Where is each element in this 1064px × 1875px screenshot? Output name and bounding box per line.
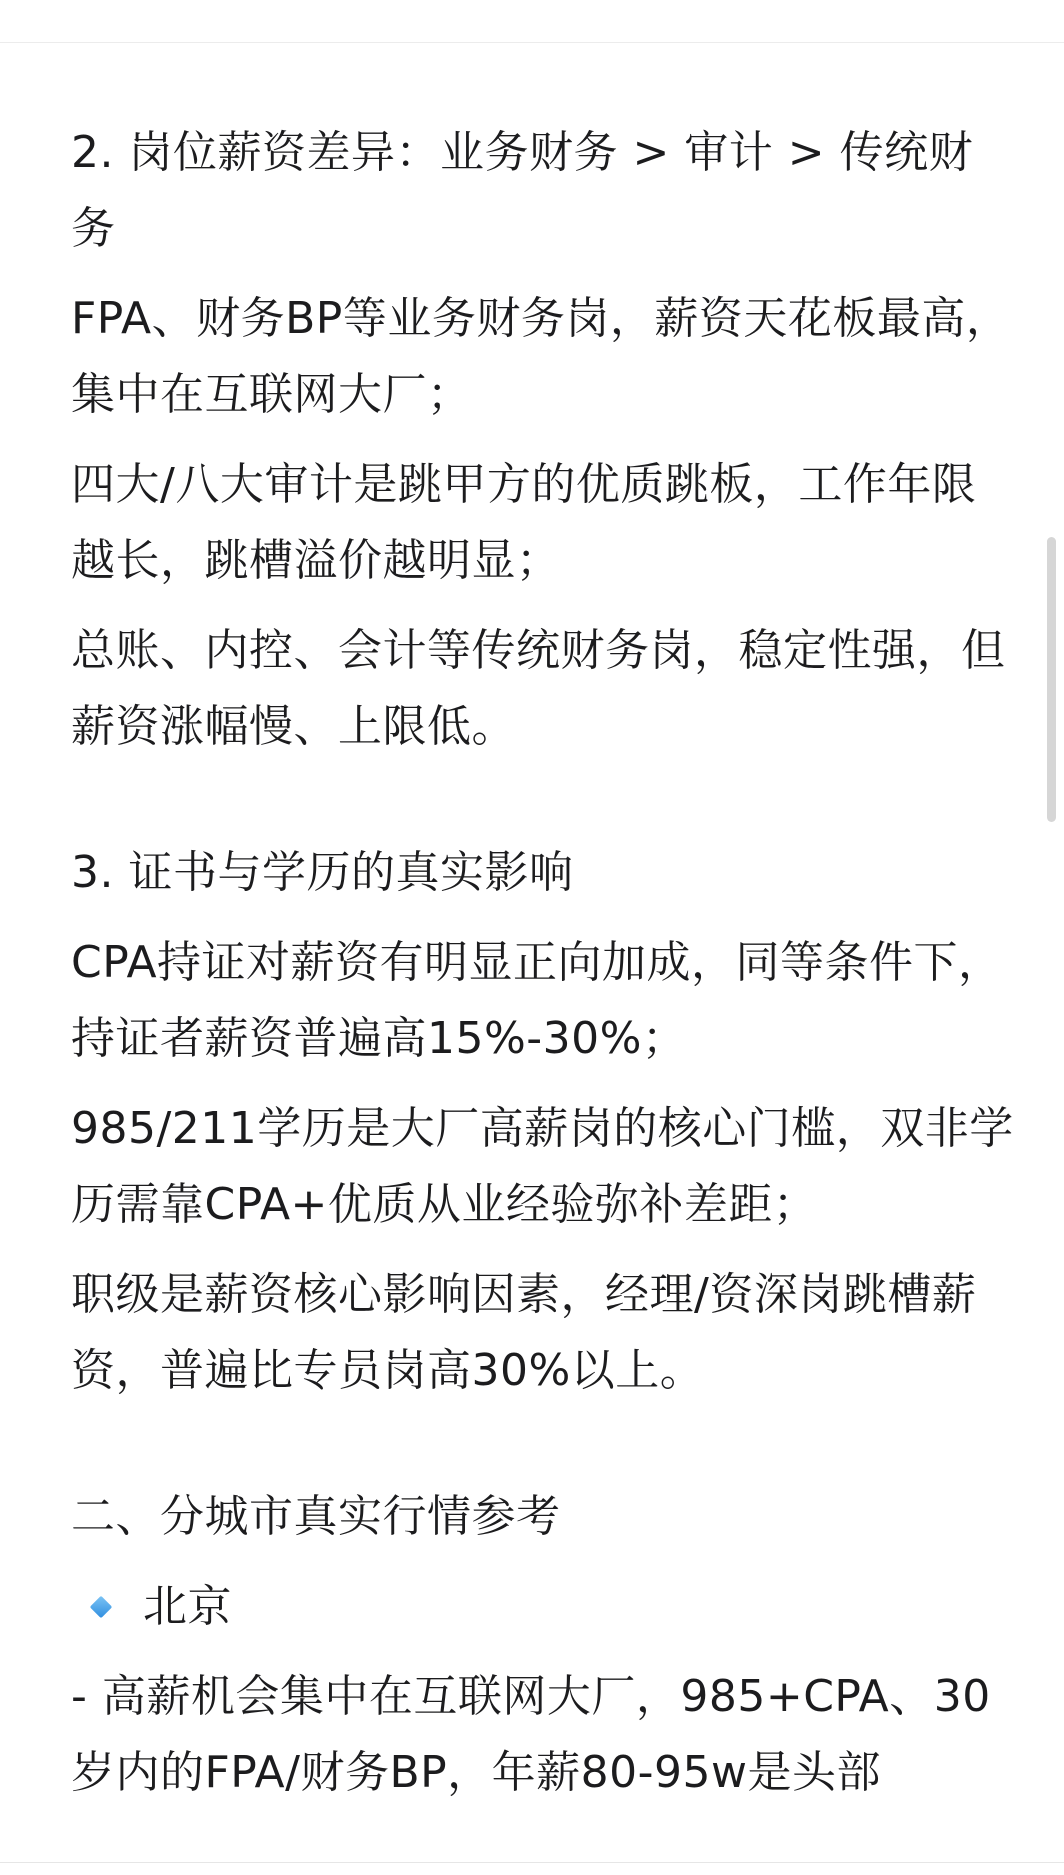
- top-divider: [0, 42, 1064, 43]
- section-3-paragraph-1: CPA持证对薪资有明显正向加成，同等条件下，持证者薪资普遍高15%-30%；: [71, 937, 1003, 1064]
- article-body: [71, 115, 1016, 1825]
- section-3-title: 3. 证书与学历的真实影响: [71, 847, 574, 898]
- section-spacer: [71, 1423, 1016, 1479]
- section-2-paragraph-2: 四大/八大审计是跳甲方的优质跳板，工作年限越长，跳槽溢价越明显；: [71, 459, 977, 586]
- section-2-paragraph-3: 总账、内控、会计等传统财务岗，稳定性强，但薪资涨幅慢、上限低。: [71, 625, 1006, 752]
- part-2-title: 二、分城市真实行情参考: [71, 1491, 561, 1542]
- section-2-title: 2. 岗位薪资差异：业务财务 > 审计 > 传统财务: [71, 127, 974, 254]
- city-name: 北京: [143, 1581, 232, 1632]
- section-2-paragraph-1: FPA、财务BP等业务财务岗，薪资天花板最高，集中在互联网大厂；: [71, 293, 1011, 420]
- section-spacer: [71, 779, 1016, 835]
- scrollbar-thumb[interactable]: [1047, 537, 1056, 822]
- city-paragraph-1: - 高薪机会集中在互联网大厂，985+CPA、30岁内的FPA/财务BP，年薪80-95w是头部: [71, 1671, 991, 1798]
- blue-diamond-icon: [90, 1596, 113, 1619]
- city-heading-beijing: [71, 1569, 1016, 1645]
- section-3-paragraph-3: 职级是薪资核心影响因素，经理/资深岗跳槽薪资，普遍比专员岗高30%以上。: [71, 1269, 977, 1396]
- bottom-divider: [0, 1862, 1064, 1863]
- section-3-paragraph-2: 985/211学历是大厂高薪岗的核心门槛，双非学历需靠CPA+优质从业经验弥补差距；: [71, 1103, 1014, 1230]
